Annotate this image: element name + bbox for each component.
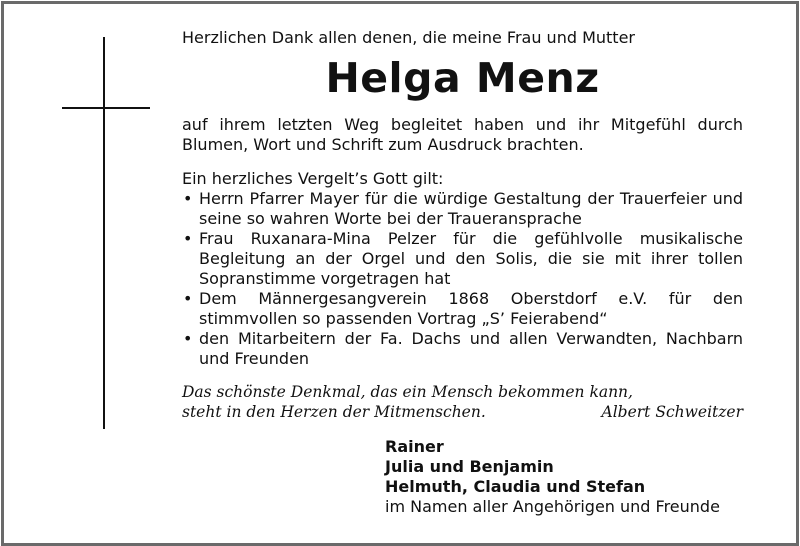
bullet-icon: •	[183, 289, 193, 308]
quote-line-1: Das schönste Denkmal, das ein Mensch bekommen kann,	[182, 383, 633, 401]
bullet-icon: •	[183, 229, 193, 248]
thanks-list	[182, 189, 743, 369]
thanks-title: Ein herzliches Vergelt’s Gott gilt:	[182, 169, 444, 188]
list-item-text: Herrn Pfarrer Mayer für die würdige Gestaltung der Trauerfeier und seine so wahren Worte bei der Traueransprache	[199, 189, 743, 228]
cross-icon-vertical	[103, 37, 105, 429]
list-item-text: Dem Männergesangverein 1868 Oberstdorf e.V. für den stimmvollen so passenden Vortrag „S’ Feierabend“	[199, 289, 743, 328]
signer-name: Julia und Benjamin	[385, 457, 554, 476]
thanks-section	[182, 169, 743, 369]
quote	[182, 382, 743, 422]
bullet-icon: •	[183, 189, 193, 208]
obituary-content	[182, 28, 743, 422]
list-item-text: den Mitarbeitern der Fa. Dachs und allen Verwandten, Nachbarn und Freunden	[199, 329, 743, 368]
list-item	[182, 229, 743, 289]
thanks-paragraph: auf ihrem letzten Weg begleitet haben und ihr Mitgefühl durch Blumen, Wort und Schrift zum Ausdruck brachten.	[182, 115, 743, 154]
list-item	[182, 189, 743, 229]
signers	[385, 437, 745, 517]
quote-line-2-row	[182, 402, 743, 422]
bullet-icon: •	[183, 329, 193, 348]
quote-line-2: steht in den Herzen der Mitmenschen.	[182, 403, 486, 421]
quote-author: Albert Schweitzer	[601, 403, 743, 421]
signer-name: Helmuth, Claudia und Stefan	[385, 477, 646, 496]
cross-icon-horizontal	[62, 107, 150, 109]
intro-text: Herzlichen Dank allen denen, die meine Frau und Mutter	[182, 28, 635, 47]
signers-closing: im Namen aller Angehörigen und Freunde	[385, 497, 720, 516]
list-item	[182, 329, 743, 369]
deceased-name: Helga Menz	[325, 54, 600, 102]
list-item	[182, 289, 743, 329]
list-item-text: Frau Ruxanara-Mina Pelzer für die gefühlvolle musikalische Begleitung an der Orgel und den Solis, die sie mit ihrer tollen Sopranstimme vorgetragen hat	[199, 229, 743, 288]
signer-name: Rainer	[385, 437, 444, 456]
